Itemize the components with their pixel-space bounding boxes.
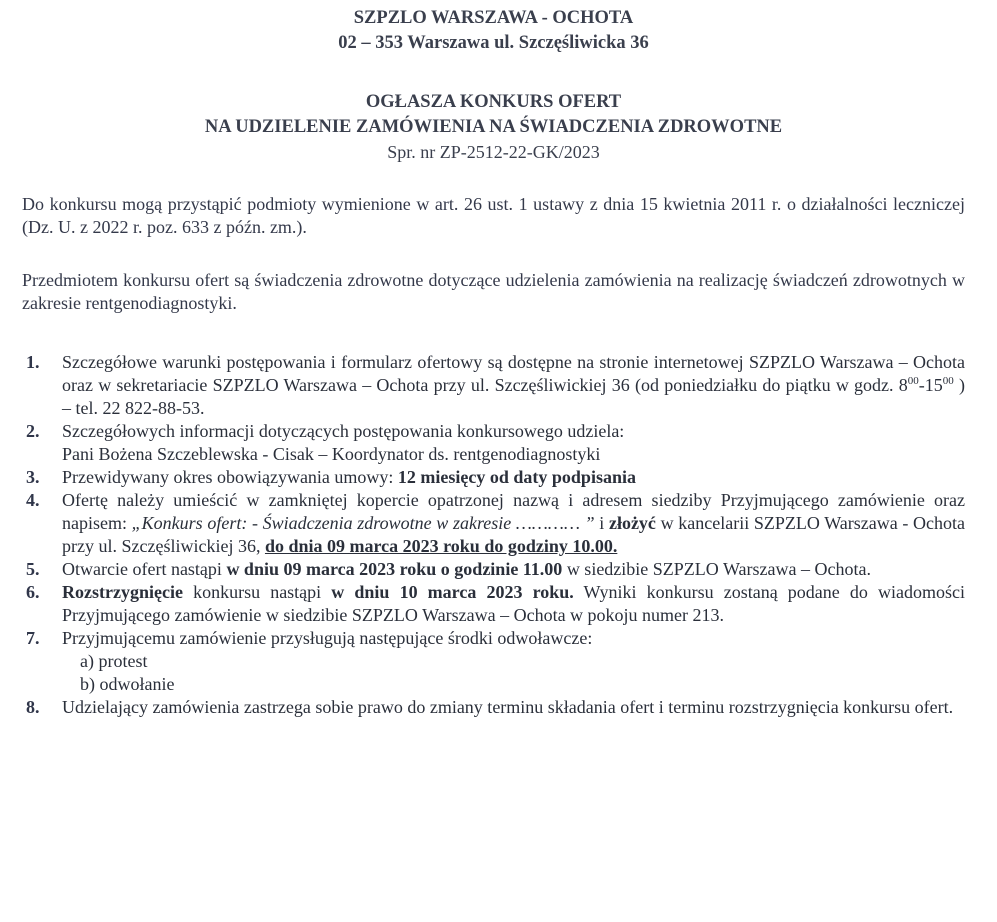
item-number: 2. [26, 421, 40, 441]
envelope-label: „Konkurs ofert: - Świadczenia zdrowotne w zakresie ………… ” [131, 513, 595, 533]
resolution-word: Rozstrzygnięcie [62, 582, 183, 602]
list-item [22, 627, 965, 696]
item-number: 5. [26, 559, 40, 579]
submit-word: złożyć [608, 513, 656, 533]
item-text: konkursu nastąpi [182, 582, 332, 602]
item-number: 7. [26, 628, 40, 648]
list-item [22, 581, 965, 627]
contract-period: 12 miesięcy od daty podpisania [397, 467, 636, 487]
hour-superscript: 00 [907, 375, 919, 387]
opening-date: w dniu 09 marca 2023 roku o godzinie 11.00 [226, 559, 563, 579]
conditions-list [22, 351, 965, 719]
item-text: Wyniki konkursu zostaną podane do wiadomości Przyjmującego zamówienie w siedzibie SZPZLO Warszawa – Ochota w pokoju numer 213. [62, 582, 965, 625]
org-address: 02 – 353 Warszawa ul. Szczęśliwicka 36 [338, 33, 649, 53]
item-text: Ofertę należy umieścić w zamkniętej kopercie opatrzonej nazwą i adresem siedziby Przyjmującego zamówienie oraz napisem: [62, 490, 965, 533]
announcement-title-line2: NA UDZIELENIE ZAMÓWIENIA NA ŚWIADCZENIA ZDROWOTNE [204, 117, 783, 137]
eligibility-paragraph: Do konkursu mogą przystąpić podmioty wymienione w art. 26 ust. 1 ustawy z dnia 15 kwietnia 2011 r. o działalności leczniczej (Dz. U. z 2022 r. poz. 633 z późn. zm.). [22, 194, 965, 237]
appeal-item-protest: a) protest [80, 651, 148, 671]
case-reference: Spr. nr ZP-2512-22-GK/2023 [387, 142, 600, 162]
list-item [22, 420, 965, 466]
item-text: Przyjmującemu zamówienie przysługują następujące środki odwoławcze: [62, 628, 593, 648]
appeal-item-appeal: b) odwołanie [80, 674, 175, 694]
item-text-phone: ) – tel. 22 822-88-53. [62, 375, 966, 418]
item-text: Szczegółowych informacji dotyczących postępowania konkursowego udziela: [62, 421, 625, 441]
item-text: Szczegółowe warunki postępowania i formularz ofertowy są dostępne na stronie internetowej SZPZLO Warszawa – Ochota oraz w sekretariacie SZPZLO Warszawa – Ochota przy ul. Szczęśliwickiej 36 (od poniedziałku do piątku w godz. 8 [62, 352, 965, 395]
contact-person: Pani Bożena Szczeblewska - Cisak – Koordynator ds. rentgenodiagnostyki [62, 444, 601, 464]
item-text: Otwarcie ofert nastąpi [62, 559, 227, 579]
item-number: 3. [26, 467, 40, 487]
list-item [22, 489, 965, 558]
item-text: w kancelarii SZPZLO Warszawa - Ochota przy ul. Szczęśliwickiej 36, [62, 513, 965, 556]
item-number: 4. [26, 490, 40, 510]
subject-paragraph: Przedmiotem konkursu ofert są świadczenia zdrowotne dotyczące udzielenia zamówienia na realizację świadczeń zdrowotnych w zakresie rentgenodiagnostyki. [22, 270, 965, 313]
list-item [22, 351, 965, 420]
item-text: i [594, 513, 609, 533]
item-text: Przewidywany okres obowiązywania umowy: [62, 467, 398, 487]
org-name: SZPZLO WARSZAWA - OCHOTA [353, 8, 634, 28]
hour-separator: -15 [918, 375, 943, 395]
list-item [22, 466, 965, 489]
announcement-title-line1: OGŁASZA KONKURS OFERT [365, 92, 622, 112]
item-text: w siedzibie SZPZLO Warszawa – Ochota. [562, 559, 871, 579]
item-number: 6. [26, 582, 40, 602]
list-item [22, 558, 965, 581]
resolution-date: w dniu 10 marca 2023 roku. [331, 582, 574, 602]
hour-superscript: 00 [942, 375, 954, 387]
item-number: 8. [26, 697, 40, 717]
appeal-means-list [62, 650, 965, 696]
item-number: 1. [26, 352, 40, 372]
item-text: Udzielający zamówienia zastrzega sobie prawo do zmiany terminu składania ofert i terminu rozstrzygnięcia konkursu ofert. [62, 697, 954, 717]
submission-deadline: do dnia 09 marca 2023 roku do godziny 10.00. [264, 536, 618, 556]
list-item [22, 696, 965, 719]
